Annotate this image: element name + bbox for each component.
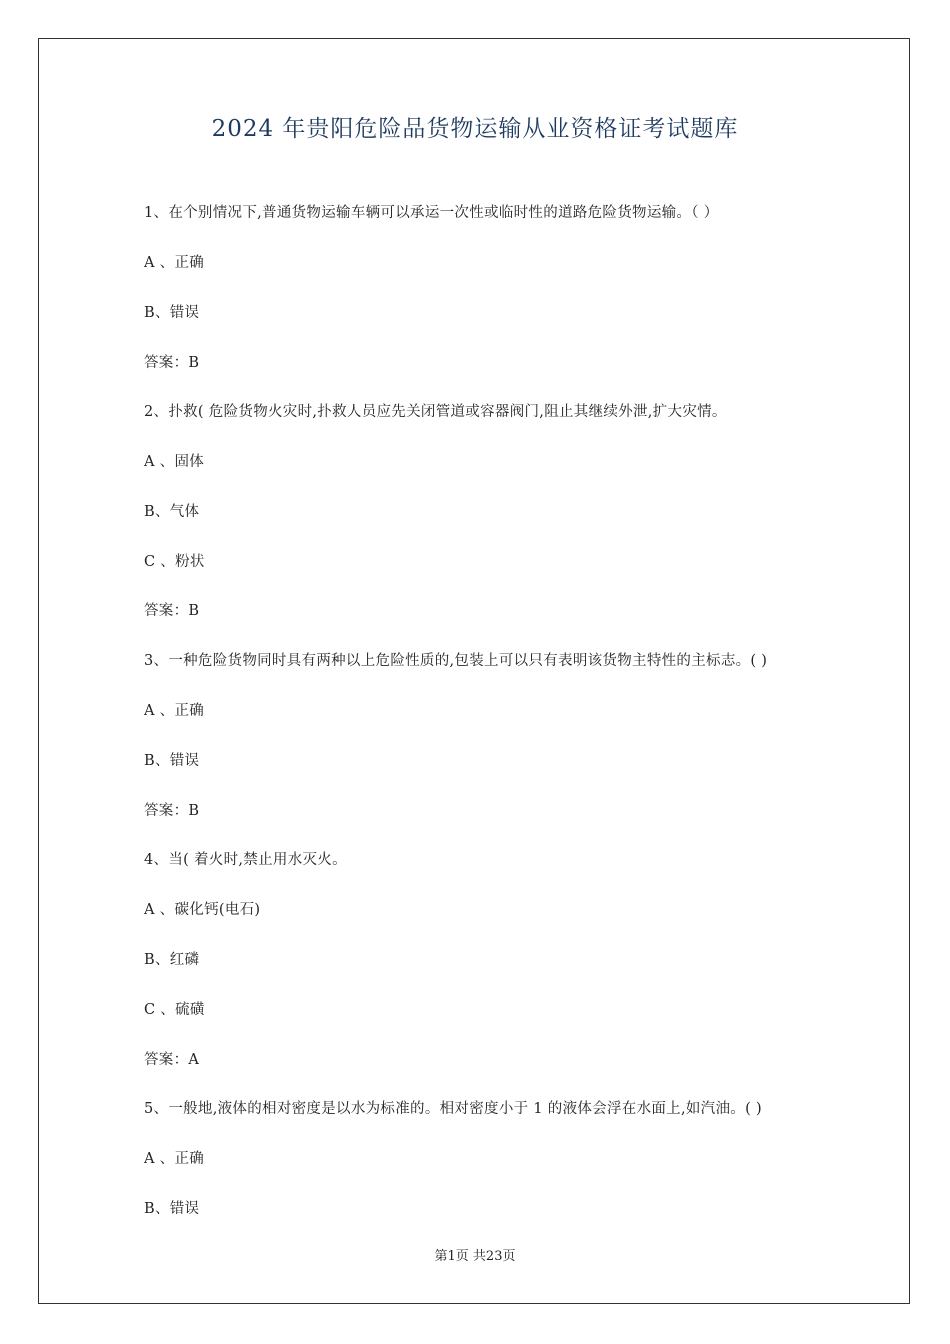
question-5-option-b: B、错误 <box>144 1201 200 1217</box>
question-5-text: 5、一般地,液体的相对密度是以水为标准的。相对密度小于 1 的液体会浮在水面上,如汽油。( ) <box>144 1101 762 1117</box>
question-4-option-a: A 、碳化钙(电石) <box>144 902 261 918</box>
question-2-option-a: A 、固体 <box>144 454 205 470</box>
question-2-text: 2、扑救( 危险货物火灾时,扑救人员应先关闭管道或容器阀门,阻止其继续外泄,扩大灾情。 <box>144 404 727 420</box>
question-3-option-b: B、错误 <box>144 753 200 769</box>
question-1-text: 1、在个别情况下,普通货物运输车辆可以承运一次性或临时性的道路危险货物运输。（ ） <box>144 205 719 221</box>
document-title: 2024 年贵阳危险品货物运输从业资格证考试题库 <box>211 116 739 142</box>
question-3-text: 3、一种危险货物同时具有两种以上危险性质的,包装上可以只有表明该货物主特性的主标志。( ) <box>144 653 768 669</box>
question-1-option-b: B、错误 <box>144 305 200 321</box>
question-1-answer: 答案：B <box>144 355 200 371</box>
question-4-option-b: B、红磷 <box>144 952 200 968</box>
page-footer: 第1页 共23页 <box>434 1249 516 1264</box>
question-4-text: 4、当( 着火时,禁止用水灭火。 <box>144 852 347 868</box>
question-5-option-a: A 、正确 <box>144 1151 205 1167</box>
question-4-answer: 答案：A <box>144 1052 200 1068</box>
question-1-option-a: A 、正确 <box>144 255 205 271</box>
question-4-option-c: C 、硫磺 <box>144 1002 205 1018</box>
question-3-option-a: A 、正确 <box>144 703 205 719</box>
question-2-answer: 答案：B <box>144 603 200 619</box>
question-2-option-c: C 、粉状 <box>144 554 205 570</box>
question-3-answer: 答案：B <box>144 803 200 819</box>
question-2-option-b: B、气体 <box>144 504 200 520</box>
